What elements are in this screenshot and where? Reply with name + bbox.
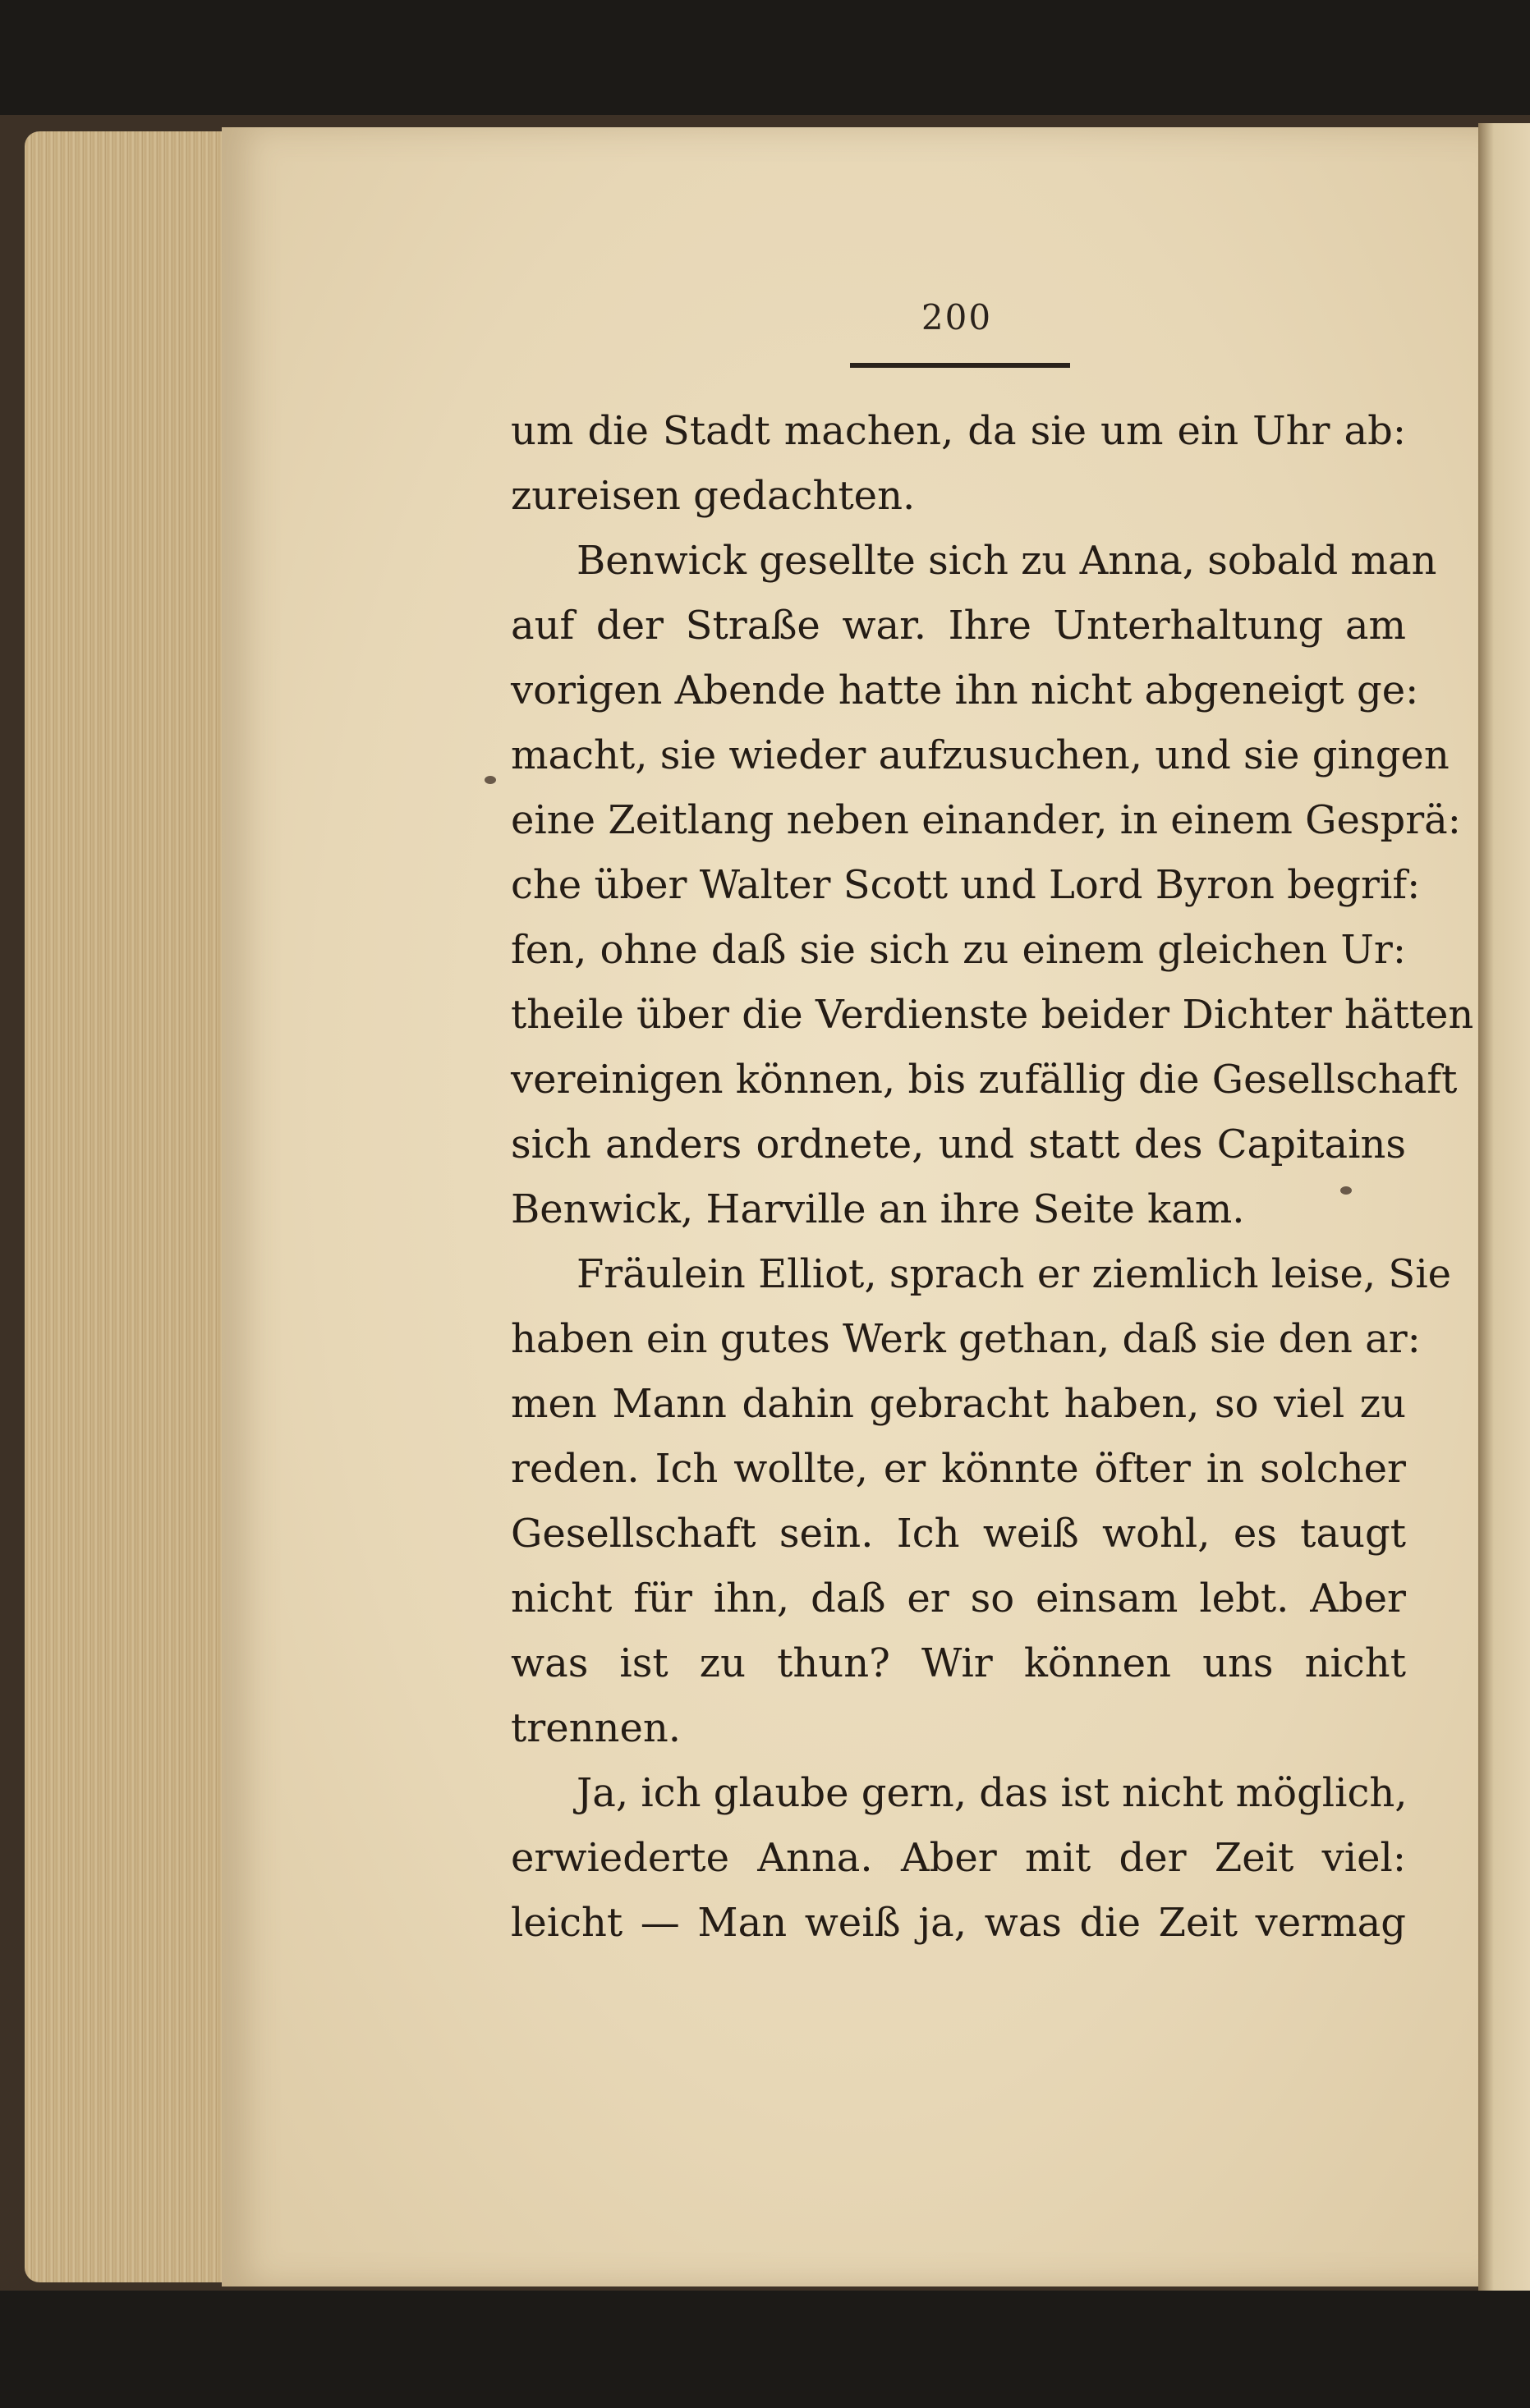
text-line: haben ein gutes Werk gethan, daß sie den ar: (511, 1316, 1421, 1362)
text-line: um die Stadt machen, da sie um ein Uhr ab: (511, 408, 1406, 454)
text-line: zureisen gedachten. (511, 473, 916, 519)
text-line: was ist zu thun? Wir können uns nicht (511, 1640, 1406, 1686)
text-line: Fräulein Elliot, sprach er ziemlich leise, Sie (577, 1251, 1452, 1297)
text-line: vorigen Abende hatte ihn nicht abgeneigt ge: (511, 667, 1419, 713)
text-line: erwiederte Anna. Aber mit der Zeit viel: (511, 1835, 1406, 1881)
text-line: leicht — Man weiß ja, was die Zeit vermag (511, 1900, 1406, 1946)
page-edges (25, 131, 230, 2282)
text-line: che über Walter Scott und Lord Byron begrif: (511, 862, 1421, 908)
text-line: theile über die Verdienste beider Dichter hätten (511, 992, 1474, 1038)
text-line: trennen. (511, 1705, 682, 1751)
header-rule (850, 363, 1070, 368)
text-line: eine Zeitlang neben einander, in einem Gesprä: (511, 797, 1461, 843)
body-text (511, 399, 1474, 1956)
text-line: auf der Straße war. Ihre Unterhaltung am (511, 603, 1406, 649)
text-line: men Mann dahin gebracht haben, so viel zu (511, 1381, 1406, 1427)
paper-spot (1340, 1186, 1352, 1195)
text-line: nicht für ihn, daß er so einsam lebt. Aber (511, 1576, 1406, 1621)
text-line: fen, ohne daß sie sich zu einem gleichen Ur: (511, 927, 1406, 973)
text-line: macht, sie wieder aufzusuchen, und sie gingen (511, 732, 1450, 778)
text-line: sich anders ordnete, und statt des Capitains (511, 1121, 1406, 1167)
text-line: Ja, ich glaube gern, das ist nicht möglich, (577, 1770, 1408, 1816)
text-line: reden. Ich wollte, er könnte öfter in solcher (511, 1446, 1406, 1492)
paper-spot (485, 776, 496, 784)
text-line: vereinigen können, bis zufällig die Gesellschaft (511, 1057, 1458, 1103)
facing-page-edge (1478, 123, 1530, 2291)
text-line: Benwick gesellte sich zu Anna, sobald man (577, 538, 1437, 584)
text-line: Benwick, Harville an ihre Seite kam. (511, 1186, 1245, 1232)
page-number: 200 (921, 297, 993, 337)
text-line: Gesellschaft sein. Ich weiß wohl, es taugt (511, 1511, 1406, 1557)
